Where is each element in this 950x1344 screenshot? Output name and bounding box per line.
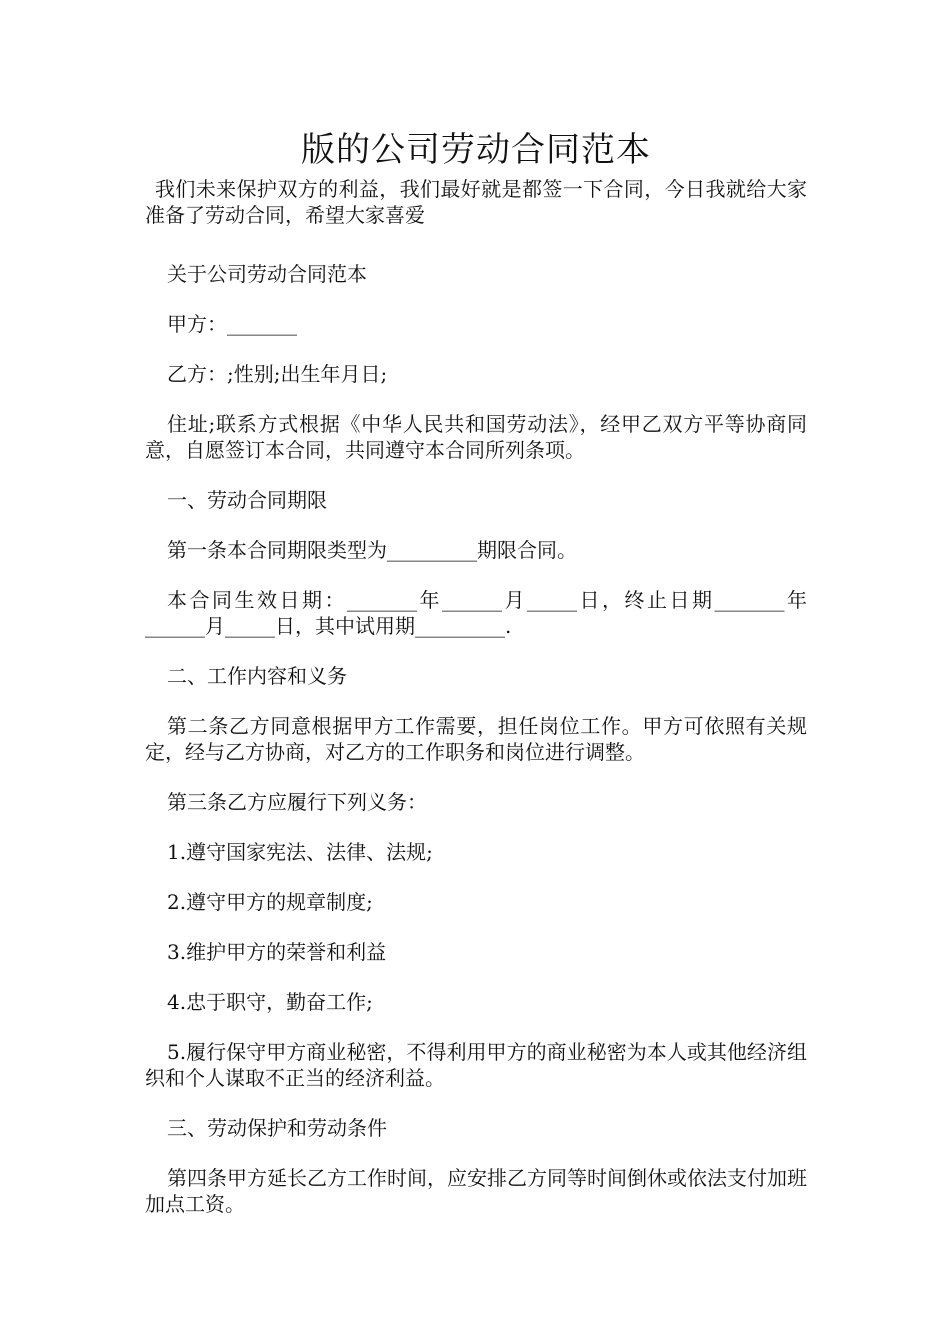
section-heading: 三、劳动保护和劳动条件	[167, 1116, 387, 1140]
spacer	[145, 463, 807, 487]
party-a-line: 甲方：_______	[167, 312, 297, 336]
spacer	[145, 865, 807, 889]
effective-date-paragraph: 本合同生效日期：_______年______月_____日，终止日期_______年______月_____日，其中试用期_________.	[145, 588, 807, 638]
spacer	[145, 1141, 807, 1165]
list-item: 4.忠于职守，勤奋工作;	[167, 990, 373, 1014]
spacer	[145, 1091, 807, 1115]
spacer	[145, 387, 807, 411]
section-heading: 二、工作内容和义务	[167, 664, 347, 688]
list-item: 5.履行保守甲方商业秘密，不得利用甲方的商业秘密为本人或其他经济组织和个人谋取不正当的经济利益。	[145, 1040, 807, 1090]
spacer	[145, 639, 807, 663]
spacer	[145, 965, 807, 989]
party-b-line: 乙方：;性别;出生年月日;	[167, 362, 388, 386]
list-item: 2.遵守甲方的规章制度;	[167, 890, 373, 914]
article-paragraph: 第三条乙方应履行下列义务：	[167, 790, 427, 814]
article-paragraph: 第四条甲方延长乙方工作时间，应安排乙方同等时间倒休或依法支付加班加点工资。	[145, 1166, 807, 1216]
spacer	[145, 287, 807, 311]
document-page	[145, 128, 807, 1217]
spacer	[145, 915, 807, 939]
article-paragraph: 第二条乙方同意根据甲方工作需要，担任岗位工作。甲方可依照有关规定，经与乙方协商，对乙方的工作职务和岗位进行调整。	[145, 714, 807, 764]
address-paragraph: 住址;联系方式根据《中华人民共和国劳动法》，经甲乙双方平等协商同意，自愿签订本合同，共同遵守本合同所列条项。	[145, 412, 807, 462]
spacer	[145, 563, 807, 587]
list-item: 1.遵守国家宪法、法律、法规;	[167, 840, 433, 864]
spacer	[145, 513, 807, 537]
intro-paragraph: 我们未来保护双方的利益，我们最好就是都签一下合同，今日我就给大家准备了劳动合同，希望大家喜爱	[145, 177, 807, 227]
article-paragraph: 第一条本合同期限类型为_________期限合同。	[167, 538, 577, 562]
spacer	[145, 1015, 807, 1039]
section-heading: 关于公司劳动合同范本	[167, 262, 367, 286]
spacer	[145, 815, 807, 839]
section-heading: 一、劳动合同期限	[167, 488, 327, 512]
spacer	[145, 228, 807, 261]
spacer	[145, 689, 807, 713]
spacer	[145, 337, 807, 361]
document-title: 版的公司劳动合同范本	[301, 130, 651, 170]
spacer	[145, 765, 807, 789]
list-item: 3.维护甲方的荣誉和利益	[167, 940, 387, 964]
